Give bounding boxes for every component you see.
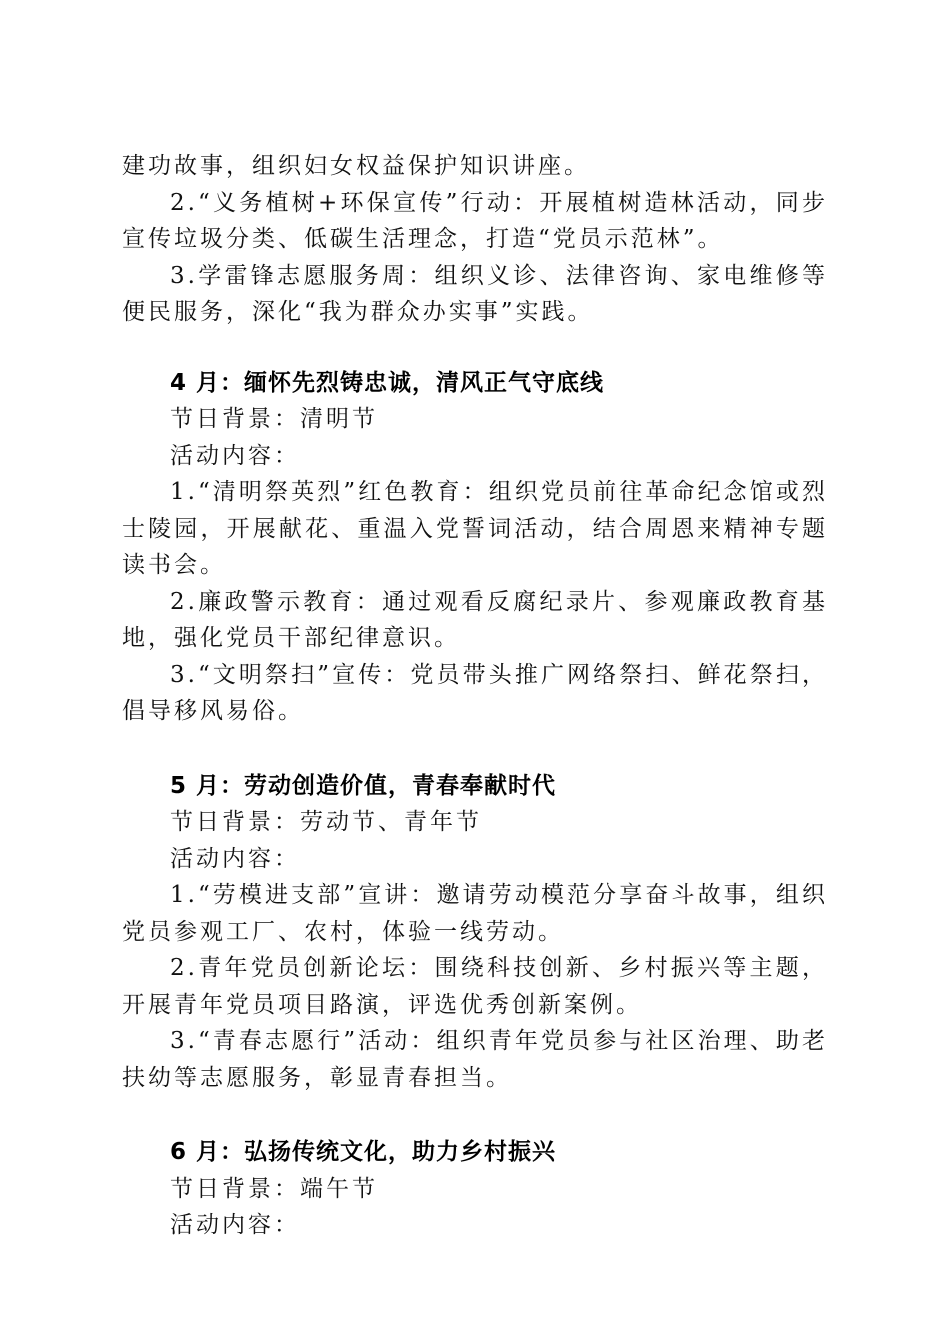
march-item-3: 3.学雷锋志愿服务周：组织义诊、法律咨询、家电维修等便民服务，深化“我为群众办实事”实践。	[122, 262, 828, 325]
june-content-label: 活动内容：	[170, 1212, 300, 1238]
may-background: 节日背景：劳动节、青年节	[170, 809, 482, 835]
april-heading: 4 月：缅怀先烈铸忠诚，清风正气守底线	[170, 369, 605, 396]
june-section	[122, 1134, 828, 1244]
may-content-label: 活动内容：	[170, 845, 300, 872]
document-page	[122, 148, 828, 1244]
april-section	[122, 365, 828, 730]
may-item-1: 1.“劳模进支部”宣讲：邀请劳动模范分享奋斗故事，组织党员参观工厂、农村，体验一线劳动。	[122, 882, 828, 945]
continuation-text: 建功故事，组织妇女权益保护知识讲座。	[122, 153, 590, 179]
section-spacer	[122, 331, 828, 365]
section-spacer	[122, 730, 828, 768]
section-spacer	[122, 1096, 828, 1134]
april-item-2: 2.廉政警示教育：通过观看反腐纪录片、参观廉政教育基地，强化党员干部纪律意识。	[122, 588, 828, 651]
april-content-label: 活动内容：	[170, 442, 300, 469]
april-background: 节日背景：清明节	[170, 406, 378, 432]
april-item-3: 3.“文明祭扫”宣传：党员带头推广网络祭扫、鲜花祭扫，倡导移风易俗。	[122, 661, 828, 724]
may-item-3: 3.“青春志愿行”活动：组织青年党员参与社区治理、助老扶幼等志愿服务，彰显青春担当。	[122, 1028, 828, 1091]
may-section	[122, 768, 828, 1097]
may-item-2: 2.青年党员创新论坛：围绕科技创新、乡村振兴等主题，开展青年党员项目路演，评选优秀创新案例。	[122, 955, 828, 1018]
march-item-2: 2.“义务植树+环保宣传”行动：开展植树造林活动，同步宣传垃圾分类、低碳生活理念，打造“党员示范林”。	[122, 189, 828, 252]
april-item-1: 1.“清明祭英烈”红色教育：组织党员前往革命纪念馆或烈士陵园，开展献花、重温入党誓词活动，结合周恩来精神专题读书会。	[122, 479, 828, 578]
may-heading: 5 月：劳动创造价值，青春奉献时代	[170, 772, 557, 799]
june-background: 节日背景：端午节	[170, 1175, 378, 1202]
june-heading: 6 月：弘扬传统文化，助力乡村振兴	[170, 1139, 557, 1165]
